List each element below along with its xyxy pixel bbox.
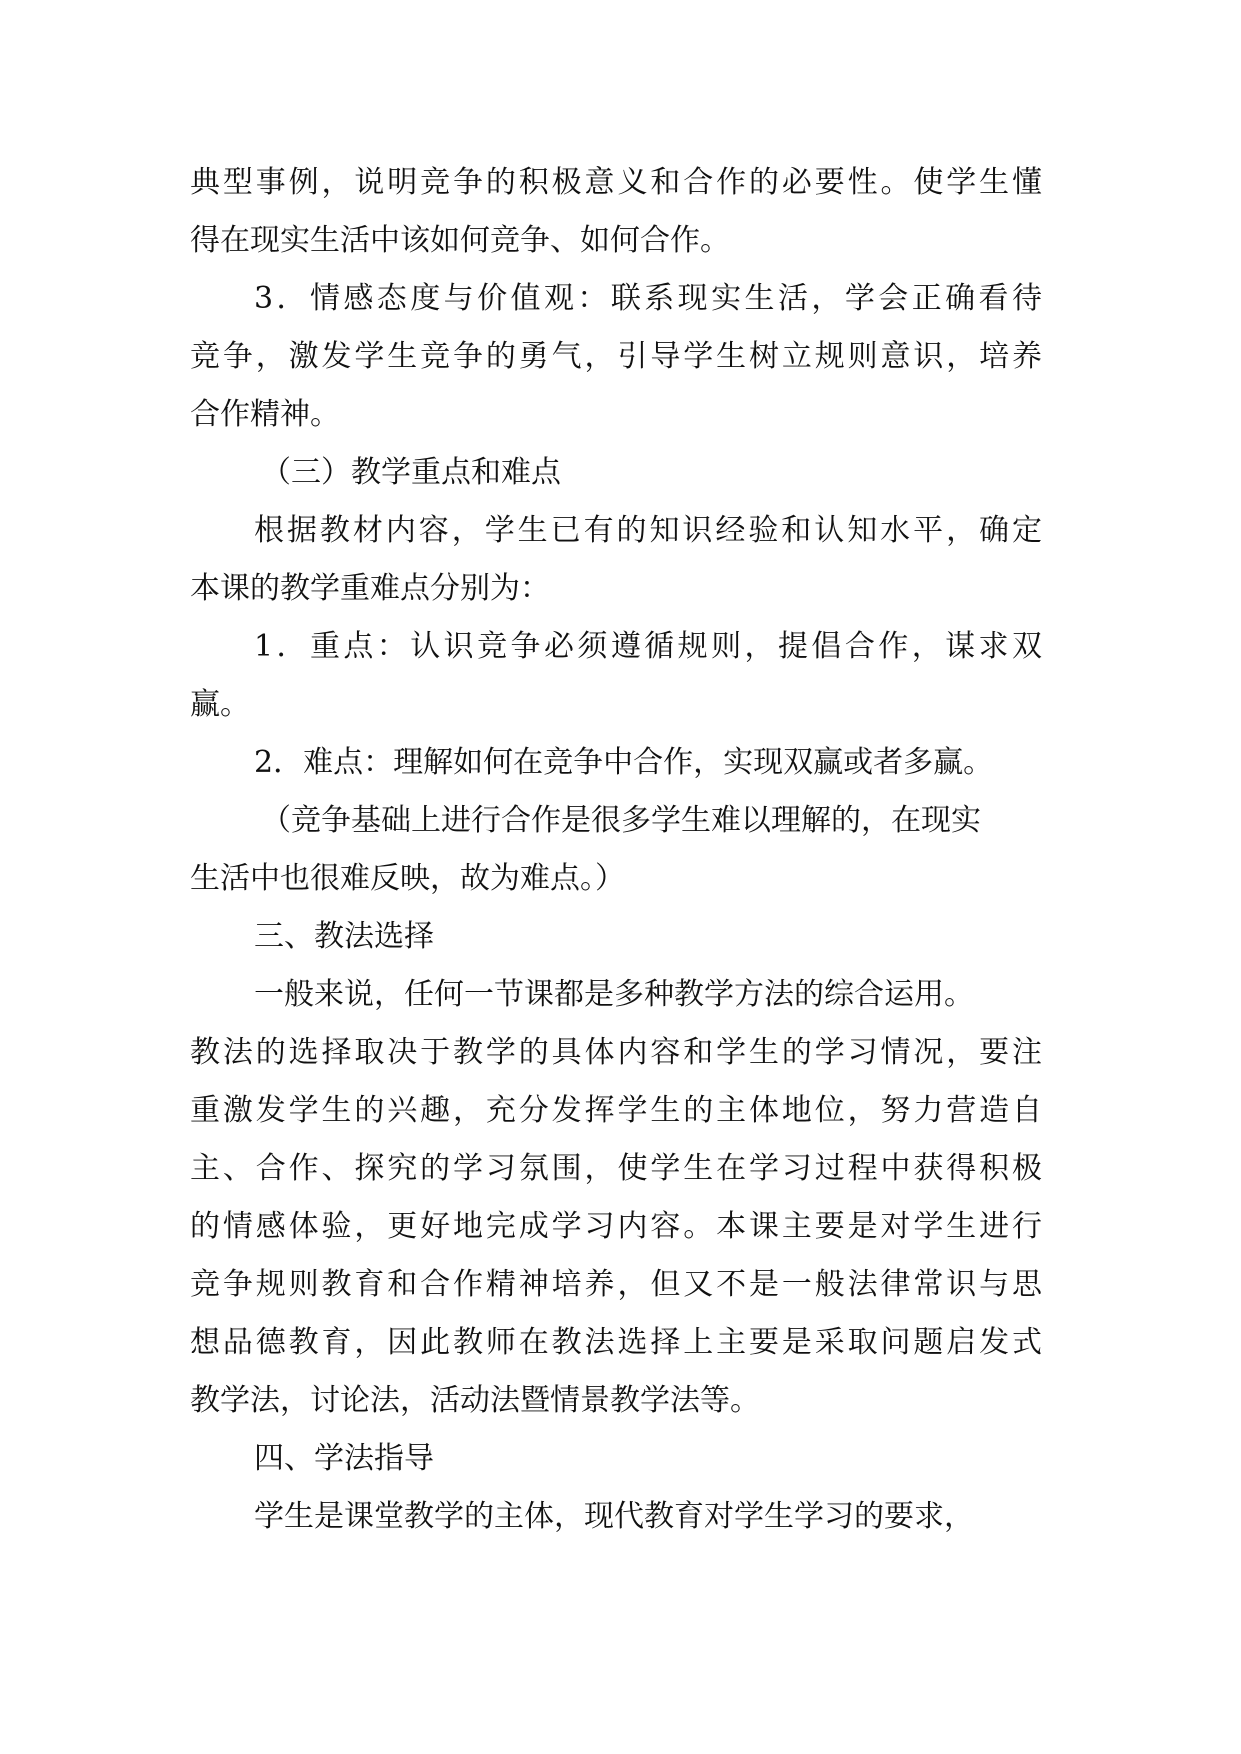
body-line: 合作精神。 xyxy=(190,397,340,432)
body-line: 竞争，激发学生竞争的勇气，引导学生树立规则意识，培养 xyxy=(190,339,1042,374)
section-heading: 四、学法指导 xyxy=(254,1441,434,1476)
body-line: 主、合作、探究的学习氛围，使学生在学习过程中获得积极 xyxy=(190,1151,1042,1186)
body-line: 2．难点：理解如何在竞争中合作，实现双赢或者多赢。 xyxy=(254,745,994,780)
body-line: 得在现实生活中该如何竞争、如何合作。 xyxy=(190,223,730,258)
section-heading: （三）教学重点和难点 xyxy=(261,455,561,490)
body-line: 想品德教育，因此教师在教法选择上主要是采取问题启发式 xyxy=(190,1325,1042,1360)
body-line: 赢。 xyxy=(190,687,250,722)
section-heading: 三、教法选择 xyxy=(254,919,434,954)
body-line: 学生是课堂教学的主体，现代教育对学生学习的要求， xyxy=(254,1499,974,1534)
body-line: 教学法，讨论法，活动法暨情景教学法等。 xyxy=(190,1383,760,1418)
body-line: 一般来说，任何一节课都是多种教学方法的综合运用。 xyxy=(254,977,974,1012)
body-line: 生活中也很难反映，故为难点。） xyxy=(190,861,625,896)
body-line: 本课的教学重难点分别为： xyxy=(190,571,550,606)
body-line: 典型事例，说明竞争的积极意义和合作的必要性。使学生懂 xyxy=(190,165,1042,200)
body-line: 的情感体验，更好地完成学习内容。本课主要是对学生进行 xyxy=(190,1209,1042,1244)
body-line: 1．重点：认识竞争必须遵循规则，提倡合作，谋求双 xyxy=(254,629,1042,664)
body-line: （竞争基础上进行合作是很多学生难以理解的，在现实 xyxy=(261,803,981,838)
body-line: 重激发学生的兴趣，充分发挥学生的主体地位，努力营造自 xyxy=(190,1093,1042,1128)
body-line: 根据教材内容，学生已有的知识经验和认知水平，确定 xyxy=(254,513,1042,548)
body-line: 教法的选择取决于教学的具体内容和学生的学习情况，要注 xyxy=(190,1035,1042,1070)
body-line: 3．情感态度与价值观：联系现实生活，学会正确看待 xyxy=(254,281,1042,316)
body-line: 竞争规则教育和合作精神培养，但又不是一般法律常识与思 xyxy=(190,1267,1042,1302)
